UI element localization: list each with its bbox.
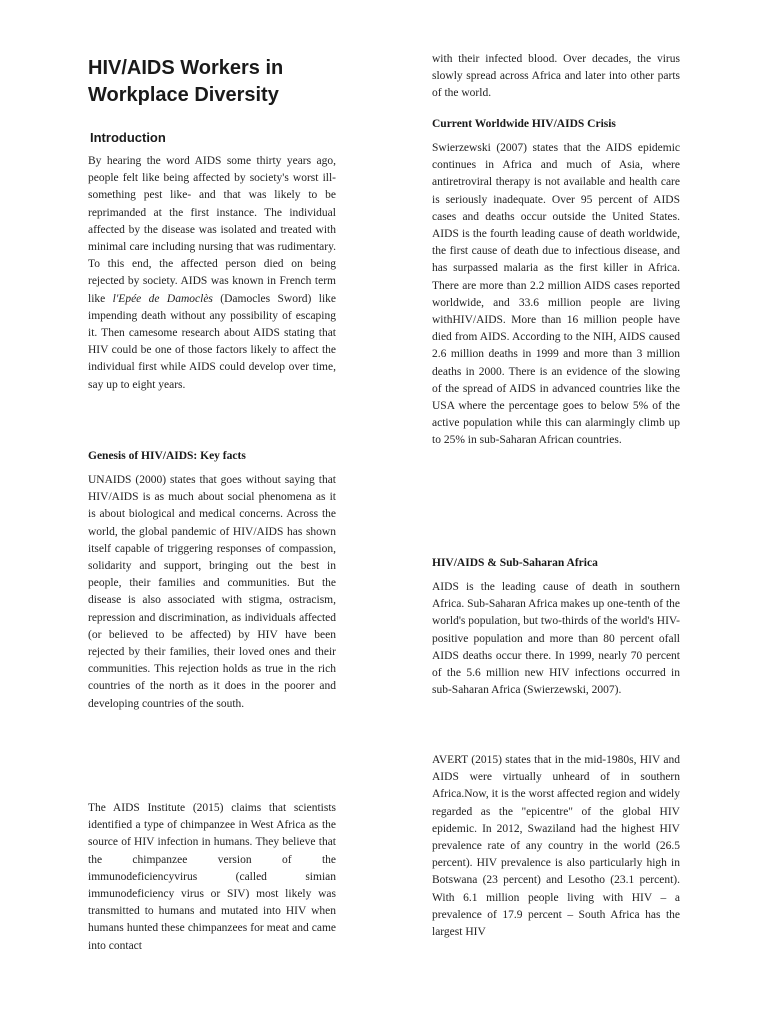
french-term: l'Epée de Damoclès — [112, 292, 213, 305]
crisis-heading: Current Worldwide HIV/AIDS Crisis — [432, 118, 616, 130]
intro-text-start: By hearing the word AIDS some thirty years ago, people felt like being affected by society's worst ill- something pest like- and that was likely to be reprimanded at the first instance. The individual affected by the disease was isolated and treated with minimal care including nursing that was rudimentary. To this end, the affected person died on being rejected by society. AIDS was known in French term like — [88, 155, 336, 305]
introduction-paragraph — [88, 153, 336, 394]
ssa-paragraph-2: AVERT (2015) states that in the mid-1980s, HIV and AIDS were virtually unheard of in southern Africa.Now, it is the worst affected region and widely regarded as the "epicentre" of the global HIV epidemic. In 2012, Swaziland had the highest HIV prevalence rate of any country in the world (26.5 percent). HIV prevalence is also particularly high in Botswana (23 percent) and Lesotho (23.1 percent). With 6.1 million people living with HIV – a prevalence of 17.9 percent – South Africa has the largest HIV — [432, 754, 680, 939]
genesis-heading: Genesis of HIV/AIDS: Key facts — [88, 450, 246, 462]
document-title: HIV/AIDS Workers in Workplace Diversity — [88, 57, 284, 106]
intro-text-end: (Damocles Sword) like impending death without any possibility of escaping it. Then camesome research about AIDS stating that HIV could be one of those factors likely to affect the individual first while AIDS could develop over time, say up to eight years. — [88, 292, 336, 391]
continuation-paragraph: with their infected blood. Over decades, the virus slowly spread across Africa and later into other parts of the world. — [432, 53, 680, 100]
introduction-heading: Introduction — [90, 130, 166, 145]
genesis-paragraph-1: UNAIDS (2000) states that goes without saying that HIV/AIDS is as much about social phenomena as it is about biological and medical concerns. Across the world, the global pandemic of HIV/AIDS has shown itself capable of triggering responses of compassion, solidarity and support, bringing out the best in people, their families and communities. But the disease is also associated with stigma, ostracism, repression and discrimination, as individuals affected (or believed to be affected) by HIV have been rejected by their families, their loved ones and their communities. This rejection holds as true in the rich countries of the north as it does in the poorer and developing countries of the south. — [88, 474, 336, 710]
genesis-paragraph-2: The AIDS Institute (2015) claims that scientists identified a type of chimpanzee in West Africa as the source of HIV infection in humans. They believe that the chimpanzee version of the immunodeficiencyvirus (called simian immunodeficiency virus or SIV) most likely was transmitted to humans and mutated into HIV when humans hunted these chimpanzees for meat and came into contact — [88, 802, 336, 952]
ssa-paragraph-1: AIDS is the leading cause of death in southern Africa. Sub-Saharan Africa makes up one-tenth of the world's population, but two-thirds of the world's HIV-positive population and more than 80 percent ofall AIDS deaths occur there. In 1999, nearly 70 percent of the 5.6 million new HIV infections occurred in sub-Saharan Africa (Swierzewski, 2007). — [432, 581, 680, 697]
crisis-paragraph: Swierzewski (2007) states that the AIDS epidemic continues in Africa and much of Asia, where antiretroviral therapy is not available and health care is seriously inadequate. Over 95 percent of AIDS cases and deaths occur outside the United States. AIDS is the fourth leading cause of death worldwide, the first cause of death due to infectious disease, and has surpassed malaria as the first killer in Africa. There are more than 2.2 million AIDS cases reported worldwide, and 33.6 million people are living withHIV/AIDS. More than 16 million people have died from AIDS. According to the NIH, AIDS caused 2.6 million deaths in 1999 and more than 3 million deaths in 2000. There is an evidence of the slowing of the spread of AIDS in advanced countries like the USA where the percentage goes to below 5% of the active population while this can alarmingly climb up to 25% in sub-Saharan African countries. — [432, 142, 680, 447]
ssa-heading: HIV/AIDS & Sub-Saharan Africa — [432, 557, 598, 569]
